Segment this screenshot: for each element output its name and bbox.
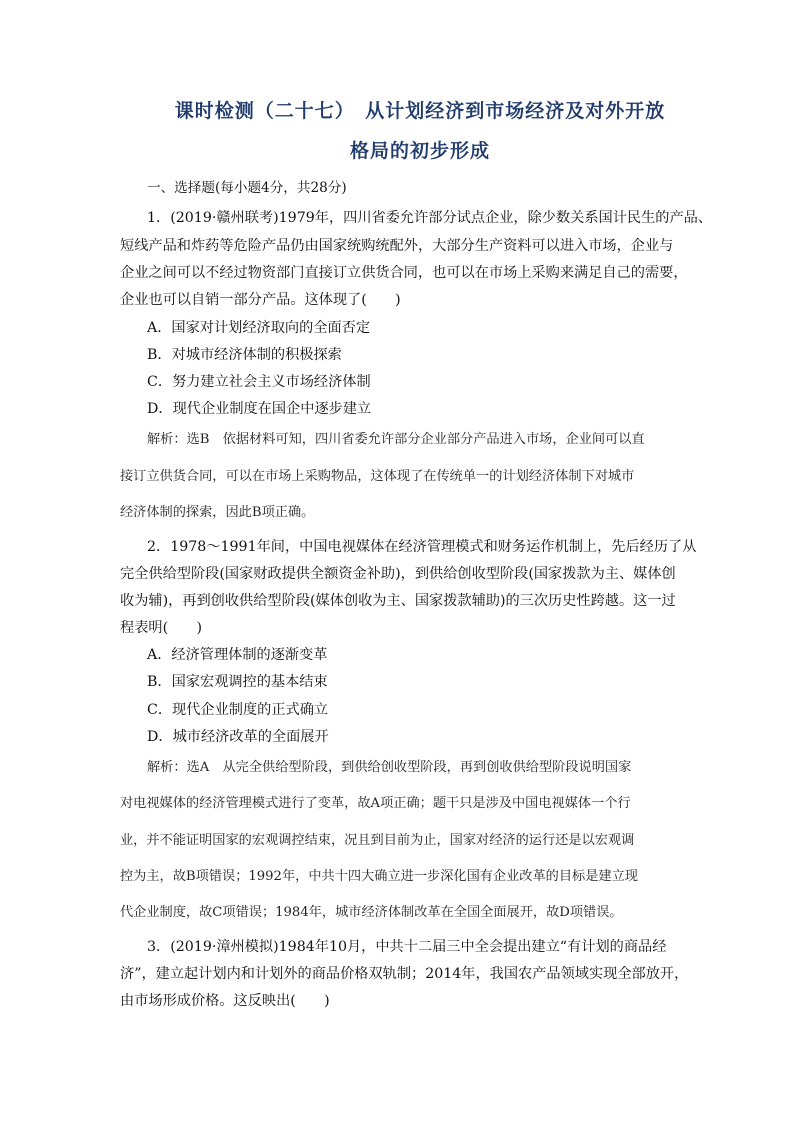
q3-stem-line: 3．(2019·漳州模拟)1984年10月，中共十二届三中全会提出建立“有计划的商品经 bbox=[147, 939, 667, 955]
section-heading: 一、选择题(每小题4分，共28分) bbox=[147, 180, 347, 196]
q2-option-b: B．国家宏观调控的基本结束 bbox=[147, 674, 328, 690]
q1-option-a: A．国家对计划经济取向的全面否定 bbox=[147, 320, 371, 336]
q2-analysis-line: 业，并不能证明国家的宏观调控结束，况且到目前为止，国家对经济的运行还是以宏观调 bbox=[120, 833, 635, 848]
q1-analysis-line: 经济体制的探索，因此B项正确。 bbox=[120, 505, 315, 520]
q2-analysis-line: 解析：选A 从完全供给型阶段，到供给创收型阶段，再到创收供给型阶段说明国家 bbox=[147, 760, 632, 775]
q2-stem-line: 收为辅)，再到创收供给型阶段(媒体创收为主、国家拨款辅助)的三次历史性跨越。这一过 bbox=[120, 593, 676, 609]
page-title: 课时检测（二十七） 从计划经济到市场经济及对外开放 bbox=[174, 100, 666, 122]
q2-option-d: D．城市经济改革的全面展开 bbox=[147, 729, 329, 745]
q2-analysis-line: 代企业制度，故C项错误；1984年，城市经济体制改革在全国全面展开，故D项错误。 bbox=[120, 905, 623, 920]
q1-stem-line: 企业也可以自销一部分产品。这体现了( ) bbox=[120, 292, 401, 308]
q1-option-d: D．现代企业制度在国企中逐步建立 bbox=[147, 401, 372, 417]
q2-option-a: A．经济管理体制的逐渐变革 bbox=[147, 647, 328, 663]
q2-option-c: C．现代企业制度的正式确立 bbox=[147, 702, 329, 718]
q2-stem-line: 程表明( ) bbox=[120, 620, 203, 636]
q1-analysis-line: 解析：选B 依据材料可知，四川省委允许部分企业部分产品进入市场，企业间可以直 bbox=[147, 432, 645, 447]
q1-stem-line: 1．(2019·赣州联考)1979年，四川省委允许部分试点企业，除少数关系国计民生的产品、 bbox=[147, 210, 713, 226]
page-title-continued: 格局的初步形成 bbox=[349, 140, 490, 162]
q2-stem-line: 2．1978～1991年间，中国电视媒体在经济管理模式和财务运作机制上，先后经历了从 bbox=[147, 539, 697, 555]
q1-option-b: B．对城市经济体制的积极探索 bbox=[147, 347, 342, 363]
q2-stem-line: 完全供给型阶段(国家财政提供全额资金补助)，到供给创收型阶段(国家拨款为主、媒体创 bbox=[120, 566, 676, 582]
q1-stem-line: 短线产品和炸药等危险产品仍由国家统购统配外，大部分生产资料可以进入市场，企业与 bbox=[120, 238, 674, 254]
q1-option-c: C．努力建立社会主义市场经济体制 bbox=[147, 374, 371, 390]
q2-analysis-line: 控为主，故B项错误；1992年，中共十四大确立进一步深化国有企业改革的目标是建立现 bbox=[120, 869, 638, 884]
q3-stem-line: 由市场形成价格。这反映出( ) bbox=[120, 993, 330, 1009]
q2-analysis-line: 对电视媒体的经济管理模式进行了变革，故A项正确；题干只是涉及中国电视媒体一个行 bbox=[120, 796, 631, 811]
q1-stem-line: 企业之间可以不经过物资部门直接订立供货合同，也可以在市场上采购来满足自己的需要， bbox=[120, 265, 688, 281]
q1-analysis-line: 接订立供货合同，可以在市场上采购物品，这体现了在传统单一的计划经济体制下对城市 bbox=[120, 469, 635, 484]
q3-stem-line: 济”，建立起计划内和计划外的商品价格双轨制；2014年，我国农产品领域实现全部放开， bbox=[120, 966, 689, 982]
